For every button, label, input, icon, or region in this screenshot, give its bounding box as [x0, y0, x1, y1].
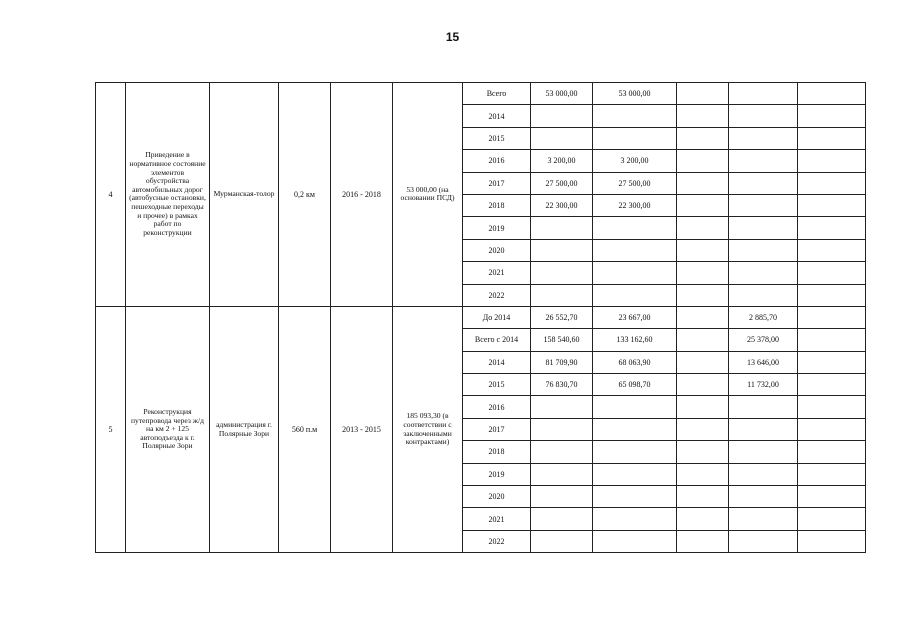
local-budget-cell [729, 194, 798, 216]
year-cell: 2018 [463, 441, 531, 463]
investment-table [95, 82, 866, 553]
local-budget-cell [729, 172, 798, 194]
federal-budget-cell [593, 127, 677, 149]
total-cell [531, 508, 593, 530]
total-cell [531, 441, 593, 463]
total-cell [531, 396, 593, 418]
year-cell: 2014 [463, 105, 531, 127]
other-sources-cell [798, 262, 866, 284]
federal-budget-cell [593, 486, 677, 508]
federal-budget-cell [593, 441, 677, 463]
regional-budget-cell [677, 217, 729, 239]
year-cell: 2021 [463, 508, 531, 530]
page-number: 15 [445, 30, 460, 44]
regional-budget-cell [677, 105, 729, 127]
other-sources-cell [798, 329, 866, 351]
federal-budget-cell: 133 162,60 [593, 329, 677, 351]
total-cell [531, 262, 593, 284]
regional-budget-cell [677, 486, 729, 508]
regional-budget-cell [677, 150, 729, 172]
project-location-cell: администрация г. Полярные Зори [210, 306, 279, 552]
year-cell: 2015 [463, 127, 531, 149]
federal-budget-cell [593, 396, 677, 418]
regional-budget-cell [677, 306, 729, 328]
federal-budget-cell: 27 500,00 [593, 172, 677, 194]
local-budget-cell: 2 885,70 [729, 306, 798, 328]
federal-budget-cell: 22 300,00 [593, 194, 677, 216]
local-budget-cell [729, 217, 798, 239]
federal-budget-cell: 53 000,00 [593, 83, 677, 105]
other-sources-cell [798, 374, 866, 396]
other-sources-cell [798, 396, 866, 418]
federal-budget-cell: 68 063,90 [593, 351, 677, 373]
regional-budget-cell [677, 530, 729, 552]
project-cost-cell: 53 000,00 (на основании ПСД) [393, 83, 463, 307]
regional-budget-cell [677, 418, 729, 440]
other-sources-cell [798, 217, 866, 239]
local-budget-cell: 13 646,00 [729, 351, 798, 373]
local-budget-cell [729, 150, 798, 172]
total-cell [531, 486, 593, 508]
table-row [96, 306, 866, 328]
regional-budget-cell [677, 172, 729, 194]
year-cell: Всего с 2014 [463, 329, 531, 351]
federal-budget-cell [593, 463, 677, 485]
local-budget-cell [729, 239, 798, 261]
other-sources-cell [798, 83, 866, 105]
year-cell: 2017 [463, 172, 531, 194]
total-cell [531, 217, 593, 239]
total-cell [531, 239, 593, 261]
federal-budget-cell [593, 418, 677, 440]
other-sources-cell [798, 463, 866, 485]
total-cell [531, 284, 593, 306]
year-cell: 2016 [463, 396, 531, 418]
other-sources-cell [798, 127, 866, 149]
local-budget-cell [729, 83, 798, 105]
other-sources-cell [798, 486, 866, 508]
table-row [96, 83, 866, 105]
total-cell: 3 200,00 [531, 150, 593, 172]
other-sources-cell [798, 105, 866, 127]
total-cell: 22 300,00 [531, 194, 593, 216]
project-period-cell: 2013 - 2015 [331, 306, 393, 552]
local-budget-cell [729, 530, 798, 552]
year-cell: 2015 [463, 374, 531, 396]
year-cell: До 2014 [463, 306, 531, 328]
regional-budget-cell [677, 441, 729, 463]
federal-budget-cell [593, 530, 677, 552]
year-cell: 2019 [463, 463, 531, 485]
federal-budget-cell [593, 239, 677, 261]
year-cell: 2017 [463, 418, 531, 440]
other-sources-cell [798, 508, 866, 530]
total-cell [531, 418, 593, 440]
regional-budget-cell [677, 194, 729, 216]
federal-budget-cell [593, 105, 677, 127]
project-period-cell: 2016 - 2018 [331, 83, 393, 307]
local-budget-cell [729, 508, 798, 530]
other-sources-cell [798, 150, 866, 172]
federal-budget-cell [593, 262, 677, 284]
regional-budget-cell [677, 374, 729, 396]
federal-budget-cell: 65 098,70 [593, 374, 677, 396]
regional-budget-cell [677, 127, 729, 149]
local-budget-cell: 25 378,00 [729, 329, 798, 351]
local-budget-cell [729, 486, 798, 508]
federal-budget-cell [593, 508, 677, 530]
local-budget-cell [729, 463, 798, 485]
total-cell: 27 500,00 [531, 172, 593, 194]
year-cell: 2022 [463, 530, 531, 552]
other-sources-cell [798, 351, 866, 373]
total-cell: 158 540,60 [531, 329, 593, 351]
federal-budget-cell [593, 217, 677, 239]
project-name-cell: Реконструкция путепровода через ж/д на км 2 + 125 автоподъезда к г. Полярные Зори [126, 306, 210, 552]
local-budget-cell [729, 396, 798, 418]
other-sources-cell [798, 284, 866, 306]
year-cell: 2016 [463, 150, 531, 172]
local-budget-cell [729, 284, 798, 306]
year-cell: 2021 [463, 262, 531, 284]
total-cell [531, 127, 593, 149]
regional-budget-cell [677, 351, 729, 373]
other-sources-cell [798, 418, 866, 440]
year-cell: 2018 [463, 194, 531, 216]
regional-budget-cell [677, 329, 729, 351]
total-cell [531, 105, 593, 127]
federal-budget-cell: 23 667,00 [593, 306, 677, 328]
project-capacity-cell: 560 п.м [279, 306, 331, 552]
year-cell: 2020 [463, 486, 531, 508]
year-cell: Всего [463, 83, 531, 105]
year-cell: 2020 [463, 239, 531, 261]
project-location-cell: Мурманская-толор [210, 83, 279, 307]
total-cell: 81 709,90 [531, 351, 593, 373]
other-sources-cell [798, 194, 866, 216]
other-sources-cell [798, 306, 866, 328]
project-name-cell: Приведение в нормативное состояние элементов обустройства автомобильных дорог (автобусные остановки, пешеходные переходы и прочее) в рамках работ по реконструкции [126, 83, 210, 307]
local-budget-cell [729, 262, 798, 284]
local-budget-cell [729, 441, 798, 463]
local-budget-cell [729, 127, 798, 149]
federal-budget-cell: 3 200,00 [593, 150, 677, 172]
local-budget-cell [729, 105, 798, 127]
project-number-cell: 4 [96, 83, 126, 307]
year-cell: 2014 [463, 351, 531, 373]
project-capacity-cell: 0,2 км [279, 83, 331, 307]
project-cost-cell: 185 093,30 (в соответствии с заключенными контрактами) [393, 306, 463, 552]
regional-budget-cell [677, 284, 729, 306]
federal-budget-cell [593, 284, 677, 306]
project-number-cell: 5 [96, 306, 126, 552]
year-cell: 2019 [463, 217, 531, 239]
total-cell [531, 530, 593, 552]
other-sources-cell [798, 530, 866, 552]
other-sources-cell [798, 441, 866, 463]
total-cell [531, 463, 593, 485]
regional-budget-cell [677, 463, 729, 485]
total-cell: 26 552,70 [531, 306, 593, 328]
regional-budget-cell [677, 83, 729, 105]
local-budget-cell: 11 732,00 [729, 374, 798, 396]
table-body [96, 83, 866, 553]
local-budget-cell [729, 418, 798, 440]
regional-budget-cell [677, 239, 729, 261]
regional-budget-cell [677, 396, 729, 418]
year-cell: 2022 [463, 284, 531, 306]
other-sources-cell [798, 239, 866, 261]
regional-budget-cell [677, 262, 729, 284]
total-cell: 76 830,70 [531, 374, 593, 396]
regional-budget-cell [677, 508, 729, 530]
other-sources-cell [798, 172, 866, 194]
total-cell: 53 000,00 [531, 83, 593, 105]
